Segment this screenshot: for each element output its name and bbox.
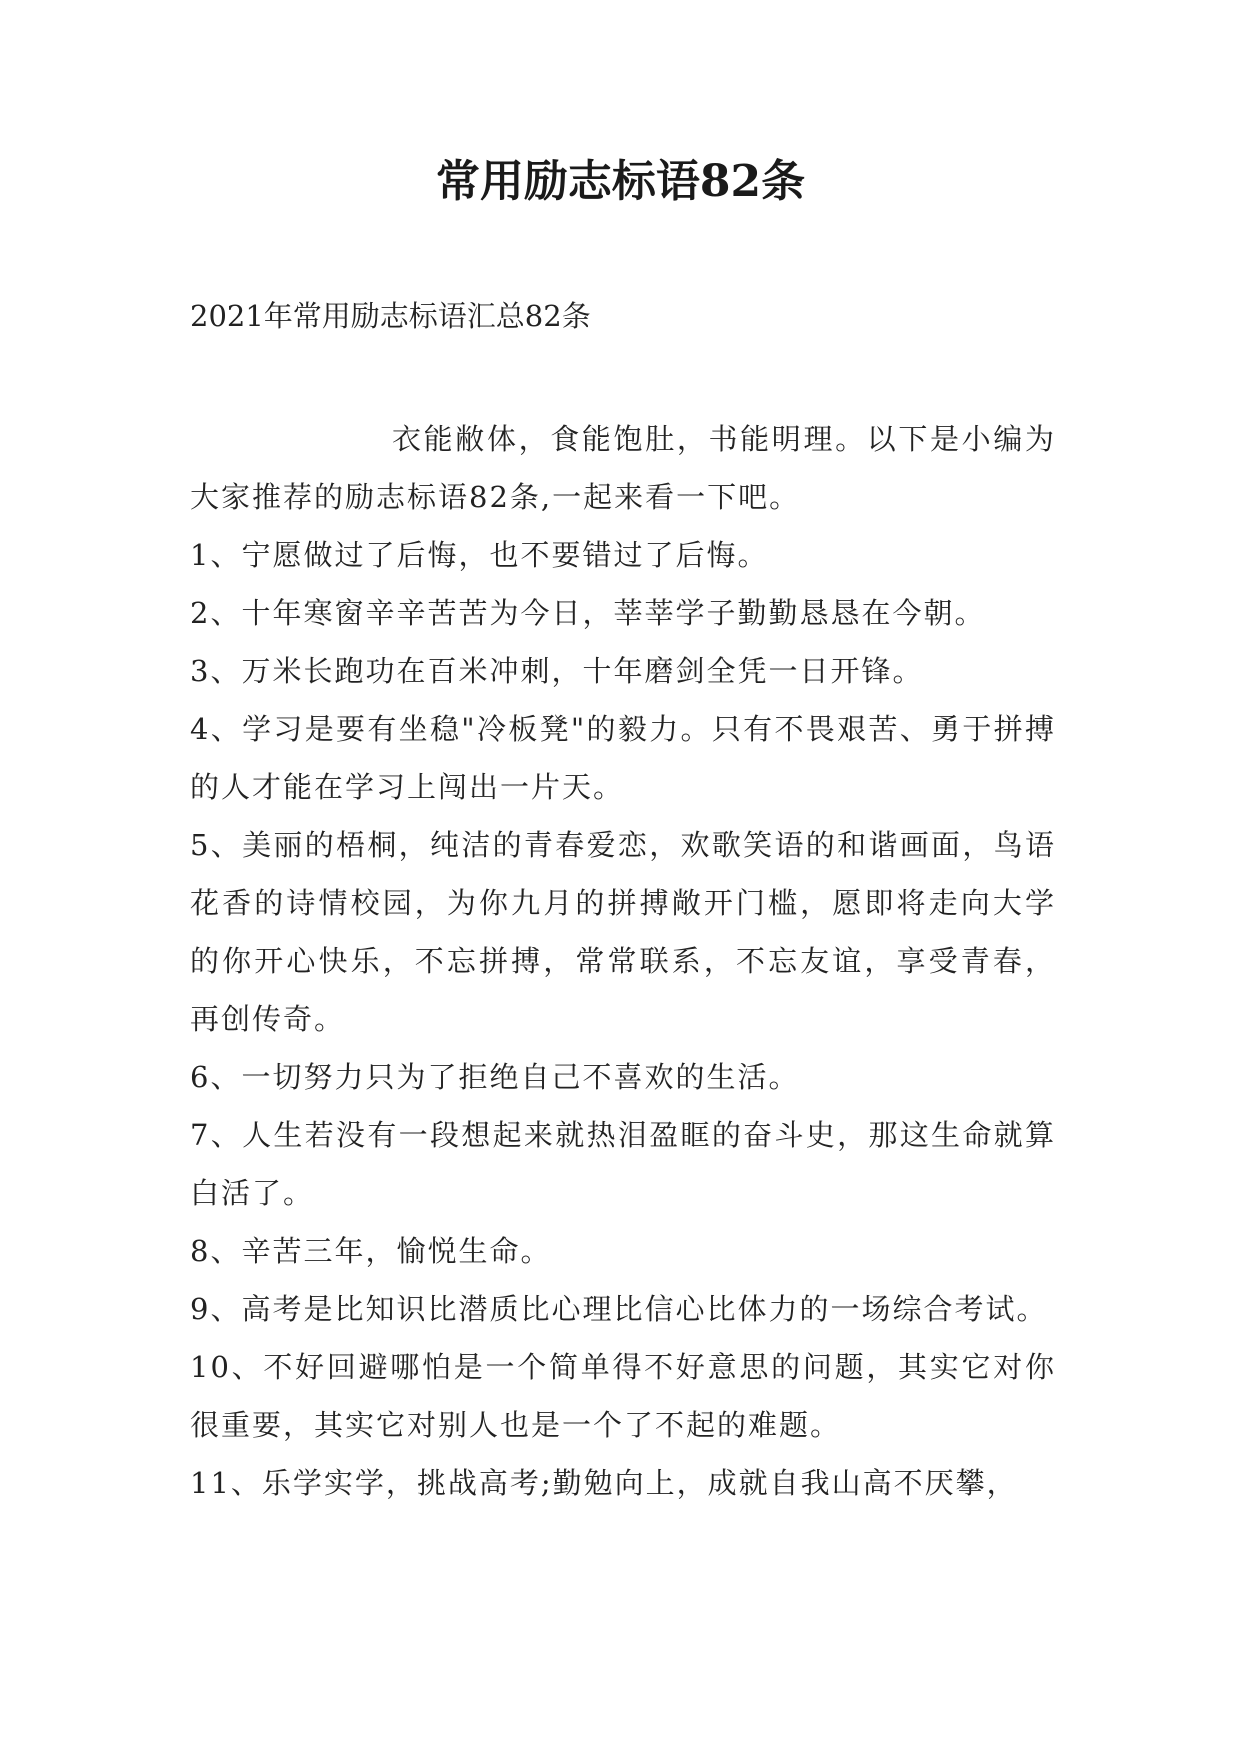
document-body — [190, 410, 1056, 1512]
list-item: 6、一切努力只为了拒绝自己不喜欢的生活。 — [190, 1060, 800, 1094]
list-item: 5、美丽的梧桐，纯洁的青春爱恋，欢歌笑语的和谐画面，鸟语花香的诗情校园，为你九月的拼搏敞开门槛，愿即将走向大学的你开心快乐，不忘拼搏，常常联系，不忘友谊，享受青春，再创传奇。 — [190, 828, 1056, 1036]
intro-paragraph: 衣能敝体，食能饱肚，书能明理。以下是小编为大家推荐的励志标语82条,一起来看一下吧。 — [190, 422, 1056, 514]
list-item: 7、人生若没有一段想起来就热泪盈眶的奋斗史，那这生命就算白活了。 — [190, 1118, 1056, 1210]
document-subtitle: 2021年常用励志标语汇总82条 — [190, 299, 591, 333]
list-item: 2、十年寒窗辛辛苦苦为今日，莘莘学子勤勤恳恳在今朝。 — [190, 596, 986, 630]
list-item: 4、学习是要有坐稳"冷板凳"的毅力。只有不畏艰苦、勇于拼搏的人才能在学习上闯出一片天。 — [190, 712, 1056, 804]
list-item: 11、乐学实学，挑战高考;勤勉向上，成就自我山高不厌攀， — [190, 1466, 1018, 1500]
list-item: 1、宁愿做过了后悔，也不要错过了后悔。 — [190, 538, 769, 572]
list-item: 9、高考是比知识比潜质比心理比信心比体力的一场综合考试。 — [190, 1292, 1048, 1326]
list-item: 3、万米长跑功在百米冲刺，十年磨剑全凭一日开锋。 — [190, 654, 924, 688]
list-item: 8、辛苦三年，愉悦生命。 — [190, 1234, 552, 1268]
document-title: 常用励志标语82条 — [435, 156, 806, 207]
list-item: 10、不好回避哪怕是一个简单得不好意思的问题，其实它对你很重要，其实它对别人也是一个了不起的难题。 — [190, 1350, 1056, 1442]
